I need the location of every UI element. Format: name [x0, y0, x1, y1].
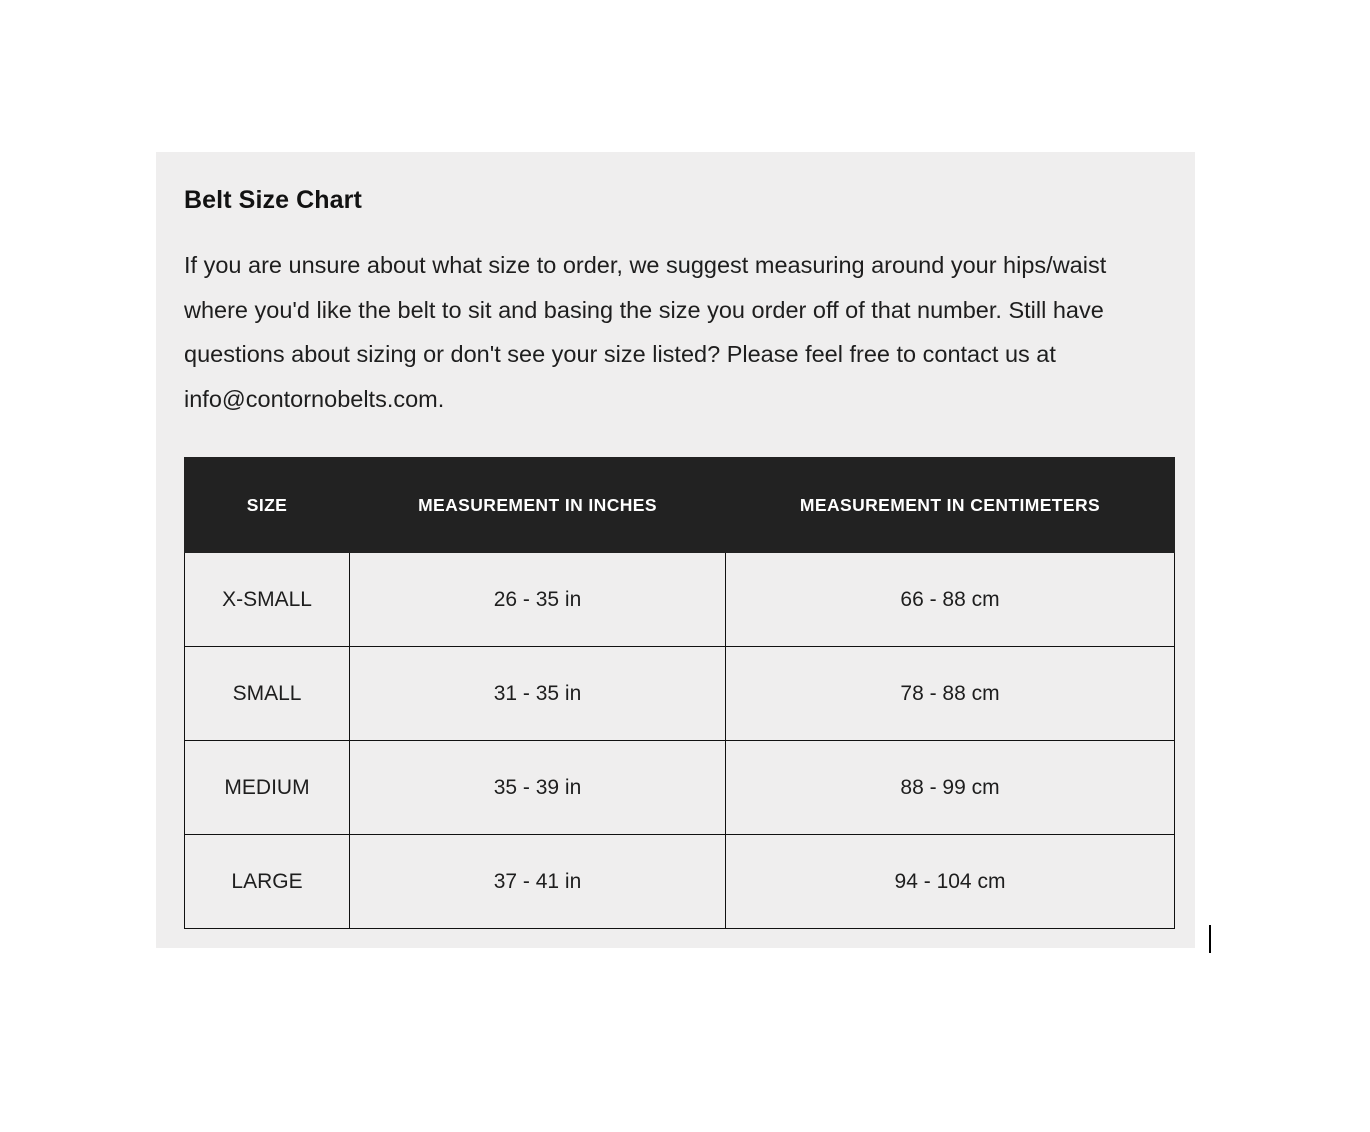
table-header-row	[185, 458, 1175, 553]
cell-size: X-SMALL	[185, 553, 350, 647]
column-header-inches: MEASUREMENT IN INCHES	[350, 458, 726, 553]
text-cursor	[1209, 925, 1211, 953]
table-row	[185, 835, 1175, 929]
column-header-size: SIZE	[185, 458, 350, 553]
cell-size: LARGE	[185, 835, 350, 929]
cell-size: MEDIUM	[185, 741, 350, 835]
cell-centimeters: 78 - 88 cm	[726, 647, 1175, 741]
cell-centimeters: 88 - 99 cm	[726, 741, 1175, 835]
table-row	[185, 553, 1175, 647]
intro-paragraph: If you are unsure about what size to order, we suggest measuring around your hips/waist where you'd like the belt to sit and basing the size you order off of that number. Still have questions about sizing or don't see your size listed? Please feel free to contact us at info@contornobelts.com.	[184, 252, 1107, 412]
size-chart-panel	[156, 152, 1195, 948]
cell-inches: 37 - 41 in	[350, 835, 726, 929]
table-row	[185, 741, 1175, 835]
cell-inches: 31 - 35 in	[350, 647, 726, 741]
belt-size-table	[184, 457, 1175, 929]
cell-centimeters: 94 - 104 cm	[726, 835, 1175, 929]
cell-centimeters: 66 - 88 cm	[726, 553, 1175, 647]
cell-inches: 35 - 39 in	[350, 741, 726, 835]
cell-size: SMALL	[185, 647, 350, 741]
table-row	[185, 647, 1175, 741]
cell-inches: 26 - 35 in	[350, 553, 726, 647]
page-title: Belt Size Chart	[184, 186, 362, 214]
column-header-centimeters: MEASUREMENT IN CENTIMETERS	[726, 458, 1175, 553]
